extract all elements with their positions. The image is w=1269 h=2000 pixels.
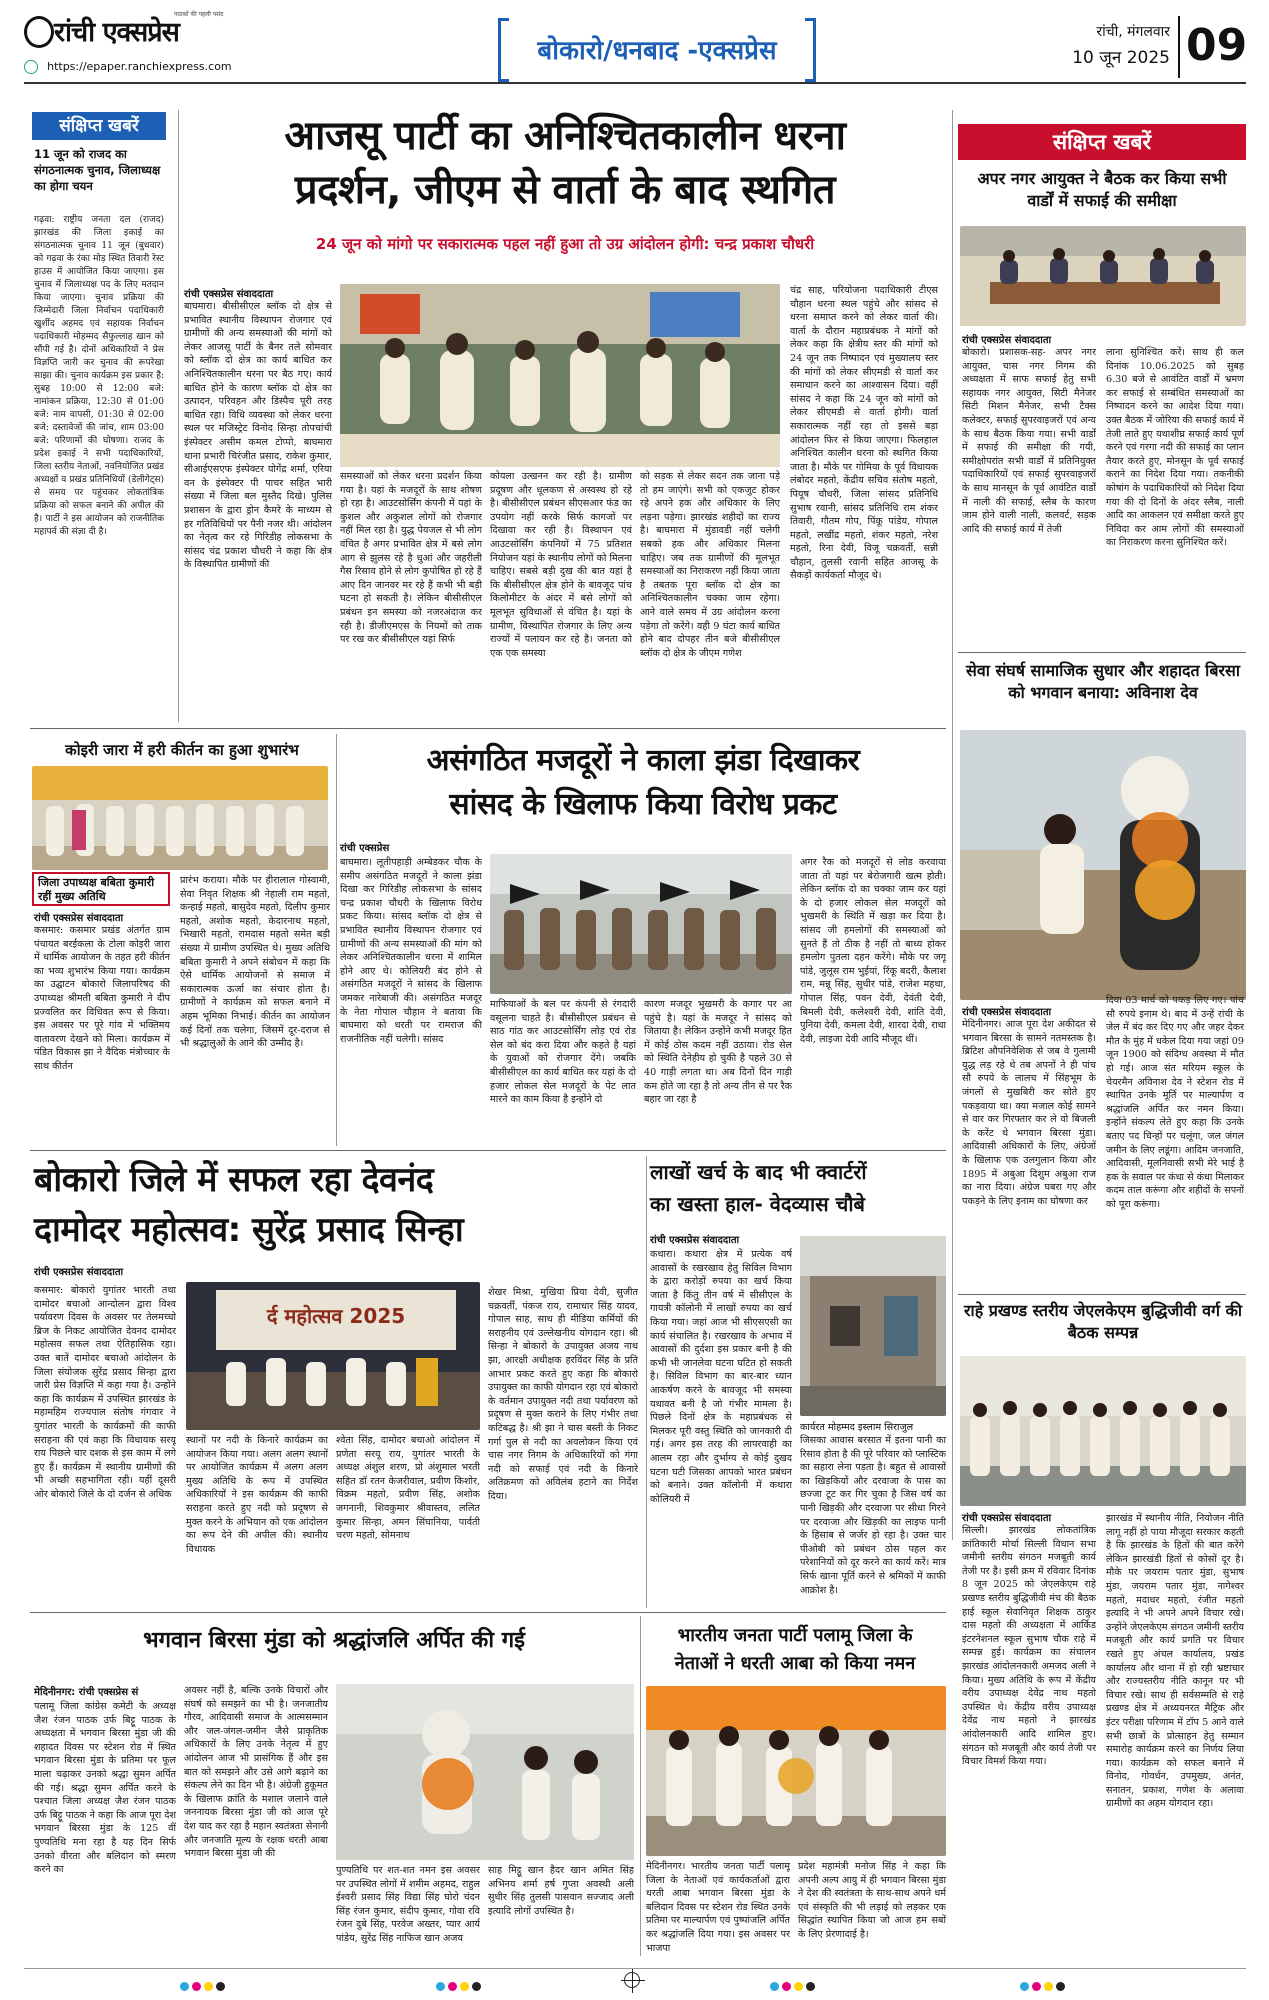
brief-left-body: गढ़वा: राष्ट्रीय जनता दल (राजद) झारखंड की जिला इकाई का संगठनात्मक चुनाव 11 जून (बुधवार) को गढ़वा के रंका मोड़ स्थित तिवारी रेस्ट हाउस में आयोजित किया जाएगा। इस चुनाव में जिलाध्यक्ष पद के लिए मतदान किया जाएगा। चुनाव प्रक्रिया की जिम्मेदारी जिला निर्वाचन पदाधिकारी खुर्शीद अहमद एवं सहायक निर्वाचन पदाधिकारी मोहम्मद सैफुल्लाह खान को सौंपी गई है। दोनों अधिकारियों ने प्रेस विज्ञप्ति जारी कर चुनाव की रूपरेखा साझा की। चुनाव कार्यक्रम इस प्रकार है: सुबह 10:00 से 12:00 बजे: नामांकन प्रक्रिया, 12:30 से 01:00 बजे: नाम वापसी, 01:30 से 02:00 बजे: दस्तावेजों की जांच, शाम 03:00 बजे: परिणामों की घोषणा। राजद के प्रदेश इकाई ने सभी पदाधिकारियों, जिला स्तरीय नेताओं, नवनियोजित प्रखंड अध्यक्षों व प्रखंड प्रतिनिधियों (डेलीगेट्स) से समय पर पहुंचकर लोकतांत्रिक प्रक्रिया को सफल बनाने की अपील की है। पार्टी ने इस आयोजन को राजनीतिक महापर्व की संज्ञा दी है। [34,215,164,537]
footer-rule [24,1968,1246,1969]
bjp-headline-1: भारतीय जनता पार्टी पलामू जिला के [677,1625,913,1646]
section-title: बोकारो/धनबाद -एक्सप्रेस [537,36,777,66]
lead-col-5: चंद्र साह, परियोजना पदाधिकारी टीएस चौहान धरना स्थल पहुंचे और सांसद से धरना समाप्त करने को लेकर वार्ता की। वार्ता के दौरान महाप्रबंधक ने मांगों को लेकर कहा कि क्षेत्रीय स्तर की मांगों को 24 जून तक निष्पादन एवं मुख्यालय स्तर की मांगों को लेकर सीएमडी से वार्ता कर समाधान करने का आश्वासन दिया। वहीं सांसद ने कहा कि 24 जून को मांगों को लेकर सीएमडी से वार्ता होगी। वार्ता सकारात्मक नहीं रहा तो इससे बड़ा आंदोलन फिर से किया जाएगा। फिलहाल अनिश्चित कालीन धरना को स्थगित किया जाता है। मौके पर गोमिया के पूर्व विधायक लंबोदर महतो, केंद्रीय सचिव संतोष महतो, पियूष चौधरी, जिला सांसद प्रतिनिधि सुभाष रवानी, सांसद प्रतिनिधि राम शंकर तिवारी, गौतम गोप, पिंकू पांडेय, गोपाल महतो, लखींद्र महतो, शंकर महतो, नरेश महतो, रिना देवी, विजू चक्रवर्ती, सन्नी चौहान, तुलसी रवानी सहित आजसू के सैकड़ों कार्यकर्ता मौजूद थे। [790,285,938,582]
brief-left-headline: 11 जून को राजद का संगठनात्मक चुनाव, जिलाध्यक्ष का होगा चयन [34,147,161,193]
birsa-left-col-1: पलामू जिला कांग्रेस कमेटी के अध्यक्ष जैश रंजन पाठक उर्फ बिट्टू पाठक के अध्यक्षता में भगवान बिरसा मुंडा जी की शहादत दिवस पर स्टेशन रोड में स्थित भगवान बिरसा मुंडा के प्रतिमा पर फूल माला चढ़ाकर उनको श्रद्धा सुमन अर्पित की गई। श्रद्धा सुमन अर्पित करने के पश्चात जिला अध्यक्ष जैश रंजन पाठक उर्फ बिट्टू पाठक ने कहा कि आज पूरा देश भगवान बिरसा मुंडा के 125 वीं पुण्यतिथि मना रहा है यह दिन सिर्फ उनको वीरता और बलिदान को स्मरण करने का [34,1701,176,1876]
birsa-right-col-1: मेदिनीनगर। आज पूरा देश अकीदत से भगवान बिरसा के सामने नतमस्तक है। ब्रिटिश औपनिवेशिक से जब वे गुलामी युद्ध लड़ रहे थे तब अपनों ने ही पांच सौ रुपये के लालच में सिंहभूम के जंगलों से मुखबिरी कर सोते हुए पकड़वाया था। क्या मजाल कोई सामने से वार कर गिरफ्तार कर ले वो बिजली के करेंट थे भगवान बिरसा मुंडा। आदिवासी अधिकारों के लिए, अंग्रेजों के खिलाफ एक उलगुलान किया और 1895 में अबुआ दिशुम अबुआ राज का नारा दिया। अंग्रेज घबरा गए और पकड़ने के लिए इनाम का घोषणा कर [962,1019,1096,1207]
lead-col-2: समस्याओं को लेकर धरना प्रदर्शन किया गया है। यहां के मजदूरों के साथ शोषण हो रहा है। आउटसोर्सिंग कंपनी में यहां के कुशल और अकुशल लोगों को रोजगार नहीं मिल रहा है। युद्ध पेयजल से भी लोग वंचित है अगर प्रभावित क्षेत्र में बसे लोग आग से झुलस रहे है धुआं और जहरीली गैस रिसाव होने से लोग कुपोषित हो रहे हैं आए दिन जानवर मर रहे हैं कभी भी बड़ी घटना हो सकती है। लेकिन बीसीसीएल प्रबंधन इन समस्या को नजरअंदाज कर रही है। डीजीएमएस के नियमों को ताक पर रख कर बीसीसीएल यहां सिर्फ [340,471,482,646]
devnand-col-4: शेखर मिश्रा, मुखिया प्रिया देवी, सुजीत चक्रवर्ती, पंकज राय, रामाधार सिंह यादव, गोपाल साह, साथ ही मीडिया कर्मियों की सराहनीय एवं उल्लेखनीय योगदान रहा। श्री सिन्हा ने बोकारो के उपायुक्त अजय नाथ झा, आरक्षी अधीक्षक हरविंदर सिंह के प्रति आभार प्रकट करते हुए कहा कि बोकारो उपायुक्त का काफी योगदान रहा एवं बोकारो के वर्तमान उपायुक्त नदी तथा पर्यावरण को प्रदूषण से मुक्त कराने के लिए गंभीर तथा कटिबद्ध है। श्री झा ने चास बस्ती के निकट गर्गा पुल से नदी का अवलोकन किया एवं चास नगर निगम के अधिकारियों को गंगा नदी को सफाई एवं नदी के किनारे अतिक्रमण को अविलंब हटाने का निर्देश दिया। [488,1287,638,1502]
bjp-headline-2: नेताओं ने धरती आबा को किया नमन [674,1653,916,1674]
koiri-byline: रांची एक्सप्रेस संवाददाता [34,913,124,924]
quarters-col-2: जिसका आवास बरसात में इतना पानी का रिसाव होता है की पूरे परिवार को प्लास्टिक का सहारा लेना पड़ता है। बहुत से आवासों का खिड़कियों और दरवाजा के पास का छज्जा टूट कर गिर चुका है जिस वर्ष का पानी खिड़की और दरवाजा पर सीधा गिरने पर दरवाजा और खिड़की का लाइफ पानी के हिसाब से जर्जर हो रहा है। उक्त चार पीओबी को प्रबंधन ठोस पहल कर परेशानियों को दूर करने का कार्य करें। मात्र सिर्फ खाना पूर्ति करने से श्रमिकों में काफी आक्रोश है। [800,1435,946,1596]
unorganised-byline: रांची एक्सप्रेस [340,843,390,854]
devnand-col-2: स्थानों पर नदी के किनारे कार्यक्रम का आयोजन किया गया। अलग अलग स्थानों पर आयोजित कार्यक्रम में अलग अलग मुख्य अतिथि के रूप में उपस्थित अधिकारियों ने इस कार्यक्रम की काफी सराहना करते हुए नदी को प्रदूषण से मुक्त करने के अभियान को एक आंदोलन का रूप देने की अपील की। स्थानीय विधायक [186,1435,328,1555]
right-brief-photo [960,226,1246,326]
unorganised-col-4: अगर रैक को मजदूरों से लोड करवाया जाता तो यहां पर बेरोजगारी खत्म होती। लेकिन ब्लॉक दो का चक्का जाम कर यहां के दो हजार लोकल सेल मजदूरों को भुखमरी के स्थिति में खड़ा कर दिया है। सांसद जी हमलोगों की समस्याओं को सुनते हैं तो ठीक है नहीं तो बाध्य होकर हमलोग पुतला दहन करेंगे। मौके पर जगू पांडे, जुलूस राम भुईयां, रिंकू बदरी, कैलाश राम, मन्नू सिंह, सुधीर पांडे, राजेश महथा, गोपाल सिंह, पवन देवी, देवंती देवी, बिमली देवी, कलेश्वरी देवी, शांति देवी, पुनिया देवी, कमला देवी, शारदा देवी, राधा देवी, लाइजा देवी आदि मौजूद थीं। [800,857,946,1045]
footer-color-dots-right [770,1976,870,1995]
jlkm-photo [960,1356,1246,1506]
birsa-left-col-3: पुण्यतिथि पर शत-शत नमन इस अवसर पर उपस्थित लोगों में शमीम अहमद, राहुल ईश्वरी प्रसाद सिंह विद्या सिंह घोरो चंदन सिंह रंजन कुमार, संदीप कुमार, गोवा रवि रंजन दुबे सिंह, परवेज अख्तर, प्यार आर्य पांडेय, सुरेंद्र सिंह नाफिज खान अजय [336,1865,480,1944]
lead-photo [340,284,780,467]
quarters-byline: रांची एक्सप्रेस संवाददाता [650,1235,740,1246]
birsa-left-photo [336,1684,634,1860]
page-number: 09 [1186,20,1248,71]
unorganised-photo [490,854,792,994]
devnand-headline-2: दामोदर महोत्सव: सुरेंद्र प्रसाद सिन्हा [34,1210,464,1250]
devnand-headline-1: बोकारो जिले में सफल रहा देवनंद [34,1160,434,1200]
jlkm-byline: रांची एक्सप्रेस संवाददाता [962,1513,1052,1524]
jlkm-col-2: झारखंड में स्थानीय नीति, नियोजन नीति लागू नहीं हो पाया मौजूदा सरकार कहती है कि झारखंड के हितों की बात करेंगे लेकिन झारखंडी हितों से कोसों दूर है। मौके पर जयराम पतार मुंडा, सुभाष मुंडा, जयराम पतार मुंडा, नागेश्वर महतो, मदाधर महतो, रंजीत महतो इत्यादि ने भी अपने अपने विचार रखे। उन्होंने जेएलकेएम संगठन जमीनी स्तरीय मजबूती और कार्य प्रगति पर विचार रखते हुए अंचल कार्यालय, प्रखंड कार्यालय और थाना में हो रही भ्रष्टाचार और राज्यस्तरीय नीति कानून पर भी विचार रखे। साथ ही सर्वसम्मति से राहे प्रखण्ड क्षेत्र में अध्ययनरत मैट्रिक और इंटर परीक्षा परिणाम में टॉप 5 आने वाले सभी छात्रों के प्रोत्साहन हेतु सम्मान समारोह कार्यक्रम करने का निर्णय लिया गया। कार्यक्रम को सफल बनाने में विनोद, गोवर्धन, उपमुख्य, अनंत, सनातन, प्रकाश, गणेश के अलावा ग्रामीणों का अहम योगदान रहा। [1106,1513,1244,1810]
unorganised-col-2: माफियाओं के बल पर कंपनी से रंगदारी वसूलना चाहते है। बीसीसीएल प्रबंधन से साठ गांठ कर आउटसोर्सिंग लोड़ एवं रोड सेल को बंद करा दिया और कहते है यहां के युवाओं को रोजगार देंगे। जबकि बीसीसीएल का कार्य बाधित कर यहां के दो हजार लोकल सेल मजदूरों के पेट लात मारने का काम किया है इन्होंने दो [490,999,636,1106]
unorganised-headline-1: असंगठित मजदूरों ने काला झंडा दिखाकर [426,743,860,778]
right-brief-byline: रांची एक्सप्रेस संवाददाता [962,335,1052,346]
quarters-col-1: कथारा। कथारा क्षेत्र में प्रत्येक वर्ष आवासों के रखरखाव हेतु सिविल विभाग के द्वारा करोड़ों रुपया का खर्च किया जाता है किंतु तीन वर्ष में सीसीएल के गायत्री कॉलोनी में लाखों रुपया का खर्च किया गया। जहां आज भी सीएसएसी का कार्य संचालित है। रखरखाव के अभाव में आवासों की दुर्दशा इस प्रकार बनी है की कभी भी जानलेवा घटना घटित हो सकती है। सिविल विभाग का बार-बार ध्यान आकर्षण करने के बावजूद भी समस्या यथावत बनी है जो गंभीर मामला है। पिछले दिनों क्षेत्र के महाप्रबंधक से मिलकर पूरी वस्तु स्थिति को जानकारी दी गई। अगर इस तरह की लापरवाही का आलम रहा और दुर्भाग्य से कोई दुखद घटना घटी जिसका आपको भारत प्रबंधन को बनाने। उक्त कॉलोनी में कथारा कोलियरी में [650,1249,792,1505]
koiri-photo [32,766,328,870]
lead-subhead: 24 जून को मांगो पर सकारात्मक पहल नहीं हुआ तो उग्र आंदोलन होगी: चन्द्र प्रकाश चौधरी [315,235,815,253]
footer-color-dots-left [180,1976,280,1995]
registration-mark-icon [624,1972,640,1988]
footer-color-dots-mid [436,1976,536,1995]
footer-color-dots-far-right [1020,1976,1120,1995]
section-title-box [498,18,816,78]
right-brief-headline: अपर नगर आयुक्त ने बैठक कर किया सभी वार्डों में सफाई की समीक्षा [977,169,1227,210]
birsa-right-byline: रांची एक्सप्रेस संवाददाता [962,1007,1052,1018]
globe-icon [24,60,38,74]
bjp-col-2: प्रदेश महामंत्री मनोज सिंह ने कहा कि अपनी अल्प आयु में ही भगवान बिरसा मुंडा ने देश की स्वतंत्रता के साथ-साथ अपने धर्म एवं संस्कृति की भी लड़ाई को लड़कर एक सिद्धांत स्थापित किया जो आज हम सबों के लिए प्रेरणादाई है। [798,1861,946,1940]
birsa-right-photo [960,730,1246,1000]
koiri-col-2: प्रारंभ कराया। मौके पर हीरालाल गोस्वामी, सेवा निवृत शिक्षक श्री नेहाली राम महतो, कन्हाई महतो, बासुदेव महतो, दिलीप कुमार महतो, अशोक महतो, केदारनाथ महतो, भिखारी महतो, रामदास महतो समेत बड़ी संख्या में ग्रामीण उपस्थित थे। मुख्य अतिथि बबिता कुमारी ने अपने संबोधन में कहा कि ऐसे धार्मिक आयोजनों से समाज में सकारात्मक ऊर्जा का संचार होता है। ग्रामीणों ने कार्यक्रम को सफल बनाने में अहम भूमिका निभाई। कीर्तन का आयोजन कई दिनों तक चलेगा, जिसमें दूर-दराज से भी श्रद्धालुओं के आने की उम्मीद है। [180,875,330,1050]
bjp-col-1: मेदिनीनगर। भारतीय जनता पार्टी पलामू जिला के नेताओं एवं कार्यकर्ताओं द्वारा धरती आबा भगवान बिरसा मुंडा के बलिदान दिवस पर स्टेशन रोड स्थित उनके प्रतिमा पर माल्यार्पण एवं पुष्पांजलि अर्पित कर श्रद्धांजलि दिया गया। इस अवसर पर भाजपा [646,1861,790,1954]
birsa-left-headline: भगवान बिरसा मुंडा को श्रद्धांजलि अर्पित की गई [143,1628,525,1653]
lead-byline: रांची एक्सप्रेस संवाददाता [184,289,274,300]
birsa-left-col-2: अवसर नहीं है, बल्कि उनके विचारों और संघर्ष को समझने का भी है। जनजातीय गौरव, आदिवासी समाज के आत्मसम्मान और जल-जंगल-जमीन जैसे प्राकृतिक अधिकारों के लिए उनके नेतृत्व में हुए आंदोलन आज भी प्रासंगिक हैं और इस बात को समझने और उसे आगे बढ़ाने का संकल्प लेने का दिन भी है। अंग्रेजी हुकूमत के खिलाफ क्रांति के मशाल जलाने वाले जननायक बिरसा मुंडा जी को आज पूरे देश याद कर रहा है महान स्वतंत्रता सेनानी और जनजाति मूल्य के रक्षक धरती आबा भगवान बिरसा मुंडा जी की [184,1685,328,1860]
unorganised-col-1: बाघमारा। लूतीपहाड़ी अम्बेडकर चौक के समीप असंगठित मजदूरों ने काला झंडा दिखा कर गिरिडीह लोकसभा के सांसद चन्द्र प्रकाश चौधरी के खिलाफ विरोध प्रकट किया। सांसद ब्लॉक दो क्षेत्र से प्रभावित स्थानीय विस्थापन रोजगार एवं ग्रामीणों की अन्य समस्याओं की मांग को लेकर अनिश्चितकालीन धरना में शामिल होने आए थे। कोलियरी बंद होने से असंगठित मजदूरों ने सांसद के खिलाफ जमकर नारेबाजी की। असंगठित मजदूर के नेता गोपाल चौहान ने बताया कि बाघमारा को धरती पर रामराज की राजनीतिक नहीं चलेगी। सांसद [340,857,482,1045]
lead-col-1: बाघमारा। बीसीसीएल ब्लॉक दो क्षेत्र से प्रभावित स्थानीय विस्थापन रोजगार एवं ग्रामीणों की अन्य समस्याओं की मांगों को लेकर आजसू पार्टी के बैनर तले सोमवार को ब्लॉक दो क्षेत्र का कार्य बाधित कर अनिश्चितकालीन धरना पर बैठ गए। कार्य बाधित होने के कारण ब्लॉक दो क्षेत्र का उत्पादन, परिवहन और डिस्पैच पूरी तरह बाधित रहा। विधि व्यवस्था को लेकर धरना स्थल पर मजिस्ट्रेट विनोद सिन्हा तोपचांची इंस्पेक्टर असीम कमल टोप्पो, बाघमारा थाना प्रभारी चिरंजीत प्रसाद, राकेश कुमार, सीआईएसएफ इंस्पेक्टर योगेंद्र शर्मा, एरिया वन के इंस्पेक्टर पी पाचर सहित भारी संख्या में जिला बल मुस्तैद दिखे। पुलिस प्रशासन के द्वारा ड्रोन कैमरे के माध्यम से हर गतिविधियों पर पैनी नजर थी। आंदोलन का नेतृत्व कर रहे गिरिडीह लोकसभा के सांसद चंद्र प्रकाश चौधरी ने कहा कि क्षेत्र के विस्थापित ग्रामीणों की [184,301,332,571]
brief-label-right: संक्षिप्त खबरें [958,124,1246,160]
birsa-right-col-2: दिया 03 मार्च को पकड़ लिए गए। पांच सौ रुपये इनाम थे। बाद में उन्हें रांची के जेल में बंद कर दिए गए और जहर देकर मौत के मुंह में धकेल दिया गया जहां 09 जून 1900 को संदिग्ध अवस्था में मौत हो गई। आज संत मरियम स्कूल के चेयरमैन अविनाश देव ने स्टेशन रोड में स्थापित उनके मूर्ति पर माल्यार्पण व श्रद्धांजलि अर्पित कर नमन किया। इन्होंने संकल्प लेते हुए कहा कि उनके बताए पद चिन्हों पर चलूंगा, जल जंगल जमीन के लिए लडूंगा। आदिम जनजाति, आदिवासी, मूलनिवासी सभी मेरे भाई है हक के सवाल पर कंधा से कंधा मिलाकर कदम ताल करूंगा और शहीदों के सपनों को पूरा करूंगा। [1106,995,1244,1210]
unorganised-headline-2: सांसद के खिलाफ किया विरोध प्रकट [449,787,837,822]
quarters-photo-caption: कार्यरत मोहम्मद इस्लाम सिराजुल [800,1422,914,1433]
jlkm-col-1: सिल्ली। झारखंड लोकतांत्रिक क्रांतिकारी मोर्चा सिल्ली विधान सभा जमीनी स्तरीय संगठन मजबूती कार्य तेजी पर है। इसी क्रम में रविवार दिनांक 8 जून 2025 को जेएलकेएम राहे प्रखण्ड स्तरीय बुद्धिजीवी मंच की बैठक हाई स्कूल सेवानिवृत शिक्षक ठाकुर दास महतो की अध्यक्षता में आर्किड इंटरनेशनल स्कूल सुभाष चौक राहे में सम्पन्न हुई। कार्यक्रम का संचालन झारखंड आंदोलनकारी अमजद अली ने किया। मुख्य अतिथि के रूप में केंद्रीय वरीय उपाध्यक्ष देवेंद्र नाथ महतो उपस्थित थे। केंद्रीय वरीय उपाध्यक्ष देवेंद्र नाथ महतो ने झारखंड आंदोलनकारी आदि शामिल हुए। संगठन को मजबूती और कार्य तेजी पर विचार विमर्श किया गया। [962,1525,1096,1768]
paper-name: रांची एक्सप्रेस [54,17,179,48]
quarters-photo [800,1236,946,1416]
jlkm-headline: राहे प्रखण्ड स्तरीय जेएलकेएम बुद्धिजीवी वर्ग की बैठक सम्पन्न [964,1301,1242,1342]
koiri-col-1: कसमार: कसमार प्रखंड अंतर्गत ग्राम पंचायत बरईकला के टोला कोइरी जारा में धार्मिक आयोजन के तहत हरी कीर्तन का भव्य शुभारंभ किया गया। कार्यक्रम का उद्घाटन बोकारो जिलापरिषद की उपाध्यक्ष श्रीमती बबिता कुमारी ने दीप प्रज्वलित कर विधिवत रूप से किया। इस अवसर पर पूरे गांव में भक्तिमय वातावरण देखने को मिला। कार्यक्रम में पंडित विकास झा ने वैदिक मंत्रोच्चार के साथ कीर्तन [34,925,170,1072]
birsa-left-col-4: साह मिट्ठू खान हैदर खान अमित सिंह अभिनय शर्मा हर्ष गुप्ता अवस्थी अली सुधीर सिंह तुलसी पासवान सज्जाद अली इत्यादि लोगों उपस्थित है। [488,1865,634,1917]
brief-label-left: संक्षिप्त खबरें [32,112,166,140]
issue-date: 10 जून 2025 [1072,48,1170,68]
quarters-headline-2: का खस्ता हाल- वेदव्यास चौबे [650,1192,865,1216]
devnand-col-1: कसमार: बोकारो युगांतर भारती तथा दामोदर बचाओ आन्दोलन द्वारा विश्व पर्यावरण दिवस के अवसर पर तेलमच्चो ब्रिज के निकट आयोजित देवनद दामोदर महोत्सव सफल तथा ऐतिहासिक रहा। उक्त बातें दामोदर बचाओ आंदोलन के जिला संयोजक सुरेंद्र प्रसाद सिन्हा द्वारा जारी प्रेस विज्ञप्ति में कहा गया है। उन्होंने कहा कि कार्यक्रम में उपस्थित झारखंड के महामहिम राज्यपाल संतोष गंगवार ने युगांतर भारती के कार्यक्रमों की काफी सराहना की एवं कहा कि विधायक सरयू राय पिछले चार दशक से इस काम में लगे हुए हैं। कार्यक्रम में स्थानीय ग्रामीणों की भी अच्छी सहभागिता रही। यहीं दूसरी ओर बोकारो जिले के दो दर्जन से अधिक [34,1285,176,1500]
devnand-banner-text: र्द महोत्सव 2025 [266,1304,406,1328]
place-day: रांची, मंगलवार [1096,24,1170,40]
paper-tagline: पाठकों की पहली पसंद [174,11,224,18]
devnand-photo [186,1282,480,1430]
date-block [1040,22,1170,82]
devnand-byline: रांची एक्सप्रेस संवाददाता [34,1267,124,1278]
unorganised-col-3: कारण मजदूर भुखमरी के कगार पर आ पहुंचे है। यहां के मजदूर ने सांसद को जिताया है। लेकिन उन्होंने कभी मजदूर हित में कोई ठोस कदम नहीं उठाया। रोड सेल को स्थिति देनेहीय हो चुकी है पहले 30 से 40 गाड़ी लगता था। अब दिनों दिन गाड़ी कम होते जा रहा है तो अन्य तीन से पर रैक बहार जा रहा है [644,999,792,1106]
epaper-url[interactable]: https://epaper.ranchiexpress.com [24,56,284,76]
birsa-left-byline: मेदिनीनगर: रांची एक्सप्रेस सं [34,1687,139,1698]
lead-headline-1: आजसू पार्टी का अनिश्चितकालीन धरना [284,113,846,159]
right-brief-col-2: लाना सुनिश्चित करें। साथ ही कल दिनांक 10.06.2025 को सुबह 6.30 बजे से आवंटित वार्डों में भ्रमण कर सफाई से सम्बंधित समस्याओं का निष्पादन करने का आदेश दिया गया। उक्त बैठक में जोरिया की सफाई कार्य में तेजी लाते हुए यथाशीघ्र सफाई कार्य पूर्ण करने एवं गरगा नदी की सफाई का प्लान तैयार करते हुए, मोनसून के पूर्व सफाई कराने का निदेश दिया गया। तकनीकी कोषांग के पदाधिकारियों को निदेश दिया गया की दो दिनों के अंदर स्लैब, नाली आदि का आकलन एवं समीक्षा करते हुए निविदा कर आम लोगों की समस्याओं का निराकरण करना सुनिश्चित करें। [1106,347,1244,549]
right-brief-col-1: बोकारो। प्रशासक-सह- अपर नगर आयुक्त, चास नगर निगम की अध्यक्षता में साफ सफाई हेतु सभी सहायक नगर आयुक्त, सिटी मैनेजर सिटी मिशन मैनेजर, सभी टैक्स कलेक्टर, सफाई सुपरवाइजरों एवं अन्य के साथ बैठक किया गया। सभी वार्डों में सफाई की समीक्षा की गयी, समीक्षोपरांत सभी वार्डों में प्रतिनियुक्त पदाधिकारियों एवं सफाई सुपरवाइजरों के साथ मानसून के पूर्व आवंटित वार्डों में नाली की सफाई, स्लैब के कारण जाम होने वाली नाली, कलवर्ट, सड़क आदि की सफाई कार्य में तेजी [962,347,1096,535]
lead-col-4: को सड़क से लेकर सदन तक जाना पड़े तो हम जाएंगे। सभी को एकजुट होकर रहे अपने हक और अधिकार के लिए लड़ना पड़ेगा। झारखंड शहीदों का राज्य है। बाघमारा में मुंडावडी नहीं चलेगी सबको हक और अधिकार मिलना चाहिए। जब तक ग्रामीणों की मूलभूत समस्याओं का निराकरण नहीं किया जाता है तबतक पूरा ब्लॉक दो क्षेत्र का अनिश्चितकालीन चक्का जाम रहेगा। आने वाले समय में उग्र आंदोलन करना पड़ेगा तो करेंगे। वही 9 घंटा कार्य बाधित होने बाद दोपहर तीन बजे बीसीसीएल ब्लॉक दो क्षेत्र के जीएम गणेश [640,471,780,659]
lead-col-3: कोयला उत्खनन कर रही है। ग्रामीण प्रदूषण और धूलकण से अस्वस्थ हो रहे है। बीसीसीएल प्रबंधन सीएसआर फंड का उपयोग नहीं करके सिर्फ कागजों पर दिखावा कर रही है। विस्थापन एवं आउटसोर्सिंग कंपनियों में 75 प्रतिशत नियोजन यहां के स्थानीय लोगों को मिलना चाहिए। सबसे बड़ी दुख की बात यहां है कि बीसीसीएल क्षेत्र होने के बावजूद पांच किलोमीटर के अंदर में बसे लोगों को मूलभूत सुविधाओं से वंचित है। यहां के ग्रामीण, विस्थापित रोजगार के लिए अन्य राज्यों में पलायन कर रहे है। जनता को एक एक समस्या [490,471,632,659]
koiri-caption: जिला उपाध्यक्ष बबिता कुमारी रहीं मुख्य अतिथि [32,872,170,906]
devnand-col-3: श्वेता सिंह, दामोदर बचाओ आंदोलन में प्रणेता सरयू राय, युगांतर भारती के अध्यक्ष अंशुल शरण, प्रो अंशुमाल भरती सहित डॉ रतन केजरीवाल, प्रवीण किशोर, विक्रम महतो, प्रवीण सिंह, अशोक जगनानी, शिवकुमार श्रीवास्तव, ललित कुमार सिन्हा, अमन सिंघानिया, पार्वती चरण महतो, सोमनाथ [336,1435,480,1542]
quarters-headline-1: लाखों खर्च के बाद भी क्वार्टरों [650,1160,867,1184]
bjp-photo [646,1686,946,1856]
masthead-logo [24,12,264,58]
lead-headline-2: प्रदर्शन, जीएम से वार्ता के बाद स्थगित [294,167,836,213]
koiri-headline: कोइरी जारा में हरी कीर्तन का हुआ शुभारंभ [65,741,299,759]
birsa-right-headline: सेवा संघर्ष सामाजिक सुधार और शहादत बिरसा को भगवान बनाया: अविनाश देव [966,661,1240,702]
